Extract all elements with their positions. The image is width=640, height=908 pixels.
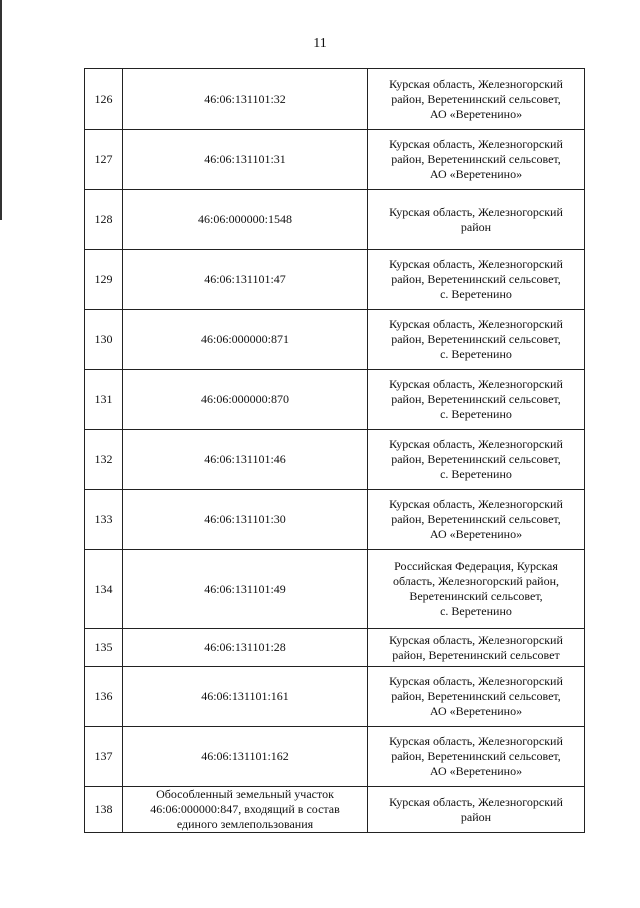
- address-line: Курская область, Железногорский: [389, 377, 563, 391]
- cadastral-number-cell: [123, 787, 368, 833]
- address-line: Курская область, Железногорский: [389, 632, 563, 647]
- address-cell: [368, 250, 585, 310]
- address-line: АО «Веретенино»: [429, 527, 523, 541]
- table-row: [85, 550, 585, 629]
- cadastral-number-line: 46:06:131101:161: [201, 689, 289, 703]
- address-line: район, Веретенинский сельсовет: [392, 647, 560, 662]
- address-cell: [368, 430, 585, 490]
- cadastral-number-line: 46:06:131101:32: [204, 91, 286, 106]
- address-line: АО «Веретенино»: [429, 167, 523, 181]
- cadastral-number-cell: [123, 250, 368, 310]
- cadastral-number-cell: [123, 667, 368, 727]
- address-line: с. Веретенино: [440, 347, 512, 361]
- table-row: [85, 250, 585, 310]
- address-cell: [368, 190, 585, 250]
- cadastral-number-cell: [123, 69, 368, 130]
- address-line: Курская область, Железногорский: [389, 437, 563, 451]
- cadastral-number-cell: [123, 310, 368, 370]
- cadastral-number-cell: [123, 370, 368, 430]
- address-line: Курская область, Железногорский: [389, 674, 563, 688]
- address-line: Курская область, Железногорский: [389, 734, 563, 748]
- cadastral-number-line: 46:06:000000:870: [200, 392, 289, 406]
- cadastral-number-cell: [123, 190, 368, 250]
- cadastral-number-line: Обособленный земельный участок: [156, 787, 334, 801]
- page-number: 11: [313, 36, 327, 51]
- cadastral-number-line: 46:06:131101:49: [204, 581, 286, 596]
- table-row: [85, 490, 585, 550]
- address-line: район: [460, 219, 492, 234]
- address-line: АО «Веретенино»: [429, 106, 523, 121]
- scan-edge: [0, 0, 2, 220]
- address-line: район, Веретенинский сельсовет,: [391, 452, 561, 466]
- address-line: с. Веретенино: [440, 604, 512, 618]
- address-line: АО «Веретенино»: [429, 704, 523, 718]
- address-line: Веретенинский сельсовет,: [409, 589, 543, 603]
- address-cell: [368, 69, 585, 130]
- row-number: 135: [85, 629, 123, 667]
- table-row: [85, 130, 585, 190]
- address-line: Курская область, Железногорский: [389, 257, 563, 271]
- address-line: Курская область, Железногорский: [389, 76, 563, 91]
- cadastral-number-line: 46:06:000000:847, входящий в состав: [150, 802, 340, 816]
- cadastral-number-cell: [123, 550, 368, 629]
- cadastral-number-line: 46:06:131101:46: [204, 452, 286, 466]
- table-row: [85, 727, 585, 787]
- address-line: с. Веретенино: [440, 287, 512, 301]
- cadastral-number-line: 46:06:131101:28: [204, 640, 286, 654]
- address-line: район, Веретенинский сельсовет,: [391, 512, 561, 526]
- table-row: [85, 667, 585, 727]
- row-number: 127: [85, 130, 123, 190]
- address-cell: [368, 629, 585, 667]
- address-line: район, Веретенинский сельсовет,: [391, 392, 561, 406]
- cadastral-number-line: 46:06:131101:47: [204, 272, 286, 286]
- row-number: 126: [85, 69, 123, 130]
- cadastral-number-cell: [123, 629, 368, 667]
- cadastral-number-cell: [123, 490, 368, 550]
- address-cell: [368, 130, 585, 190]
- row-number: 132: [85, 430, 123, 490]
- table-row: [85, 629, 585, 667]
- address-line: район, Веретенинский сельсовет,: [391, 689, 561, 703]
- address-line: район, Веретенинский сельсовет,: [391, 332, 561, 346]
- address-cell: [368, 310, 585, 370]
- cadastral-number-cell: [123, 727, 368, 787]
- address-line: район, Веретенинский сельсовет,: [391, 91, 561, 106]
- registry-table: [84, 68, 585, 833]
- table-row: [85, 69, 585, 130]
- table-row: [85, 190, 585, 250]
- row-number: 128: [85, 190, 123, 250]
- row-number: 137: [85, 727, 123, 787]
- cadastral-number-line: 46:06:000000:1548: [197, 212, 292, 226]
- address-line: район: [460, 809, 492, 824]
- row-number: 131: [85, 370, 123, 430]
- row-number: 134: [85, 550, 123, 629]
- address-cell: [368, 370, 585, 430]
- address-line: Курская область, Железногорский: [389, 204, 563, 219]
- row-number: 136: [85, 667, 123, 727]
- address-line: Курская область, Железногорский: [389, 317, 563, 331]
- cadastral-number-cell: [123, 130, 368, 190]
- address-line: Российская Федерация, Курская: [394, 559, 558, 573]
- address-cell: [368, 667, 585, 727]
- address-line: район, Веретенинский сельсовет,: [391, 152, 561, 166]
- address-line: с. Веретенино: [440, 407, 512, 421]
- row-number: 129: [85, 250, 123, 310]
- address-line: район, Веретенинский сельсовет,: [391, 272, 561, 286]
- address-line: Курская область, Железногорский: [389, 137, 563, 151]
- address-cell: [368, 787, 585, 833]
- row-number: 130: [85, 310, 123, 370]
- address-cell: [368, 550, 585, 629]
- table-row: [85, 430, 585, 490]
- table-row: [85, 370, 585, 430]
- cadastral-number-line: 46:06:131101:31: [204, 152, 286, 166]
- cadastral-number-line: 46:06:131101:162: [201, 749, 289, 763]
- registry-table-body: [85, 69, 585, 833]
- address-line: АО «Веретенино»: [429, 764, 523, 778]
- table-row: [85, 787, 585, 833]
- address-line: с. Веретенино: [440, 467, 512, 481]
- cadastral-number-line: единого землепользования: [176, 817, 314, 831]
- row-number: 133: [85, 490, 123, 550]
- row-number: 138: [85, 787, 123, 833]
- address-line: район, Веретенинский сельсовет,: [391, 749, 561, 763]
- cadastral-number-line: 46:06:131101:30: [204, 512, 286, 526]
- address-cell: [368, 727, 585, 787]
- address-line: область, Железногорский район,: [392, 574, 560, 588]
- cadastral-number-cell: [123, 430, 368, 490]
- cadastral-number-line: 46:06:000000:871: [200, 332, 289, 346]
- address-cell: [368, 490, 585, 550]
- address-line: Курская область, Железногорский: [389, 497, 563, 511]
- table-row: [85, 310, 585, 370]
- address-line: Курская область, Железногорский: [389, 794, 563, 809]
